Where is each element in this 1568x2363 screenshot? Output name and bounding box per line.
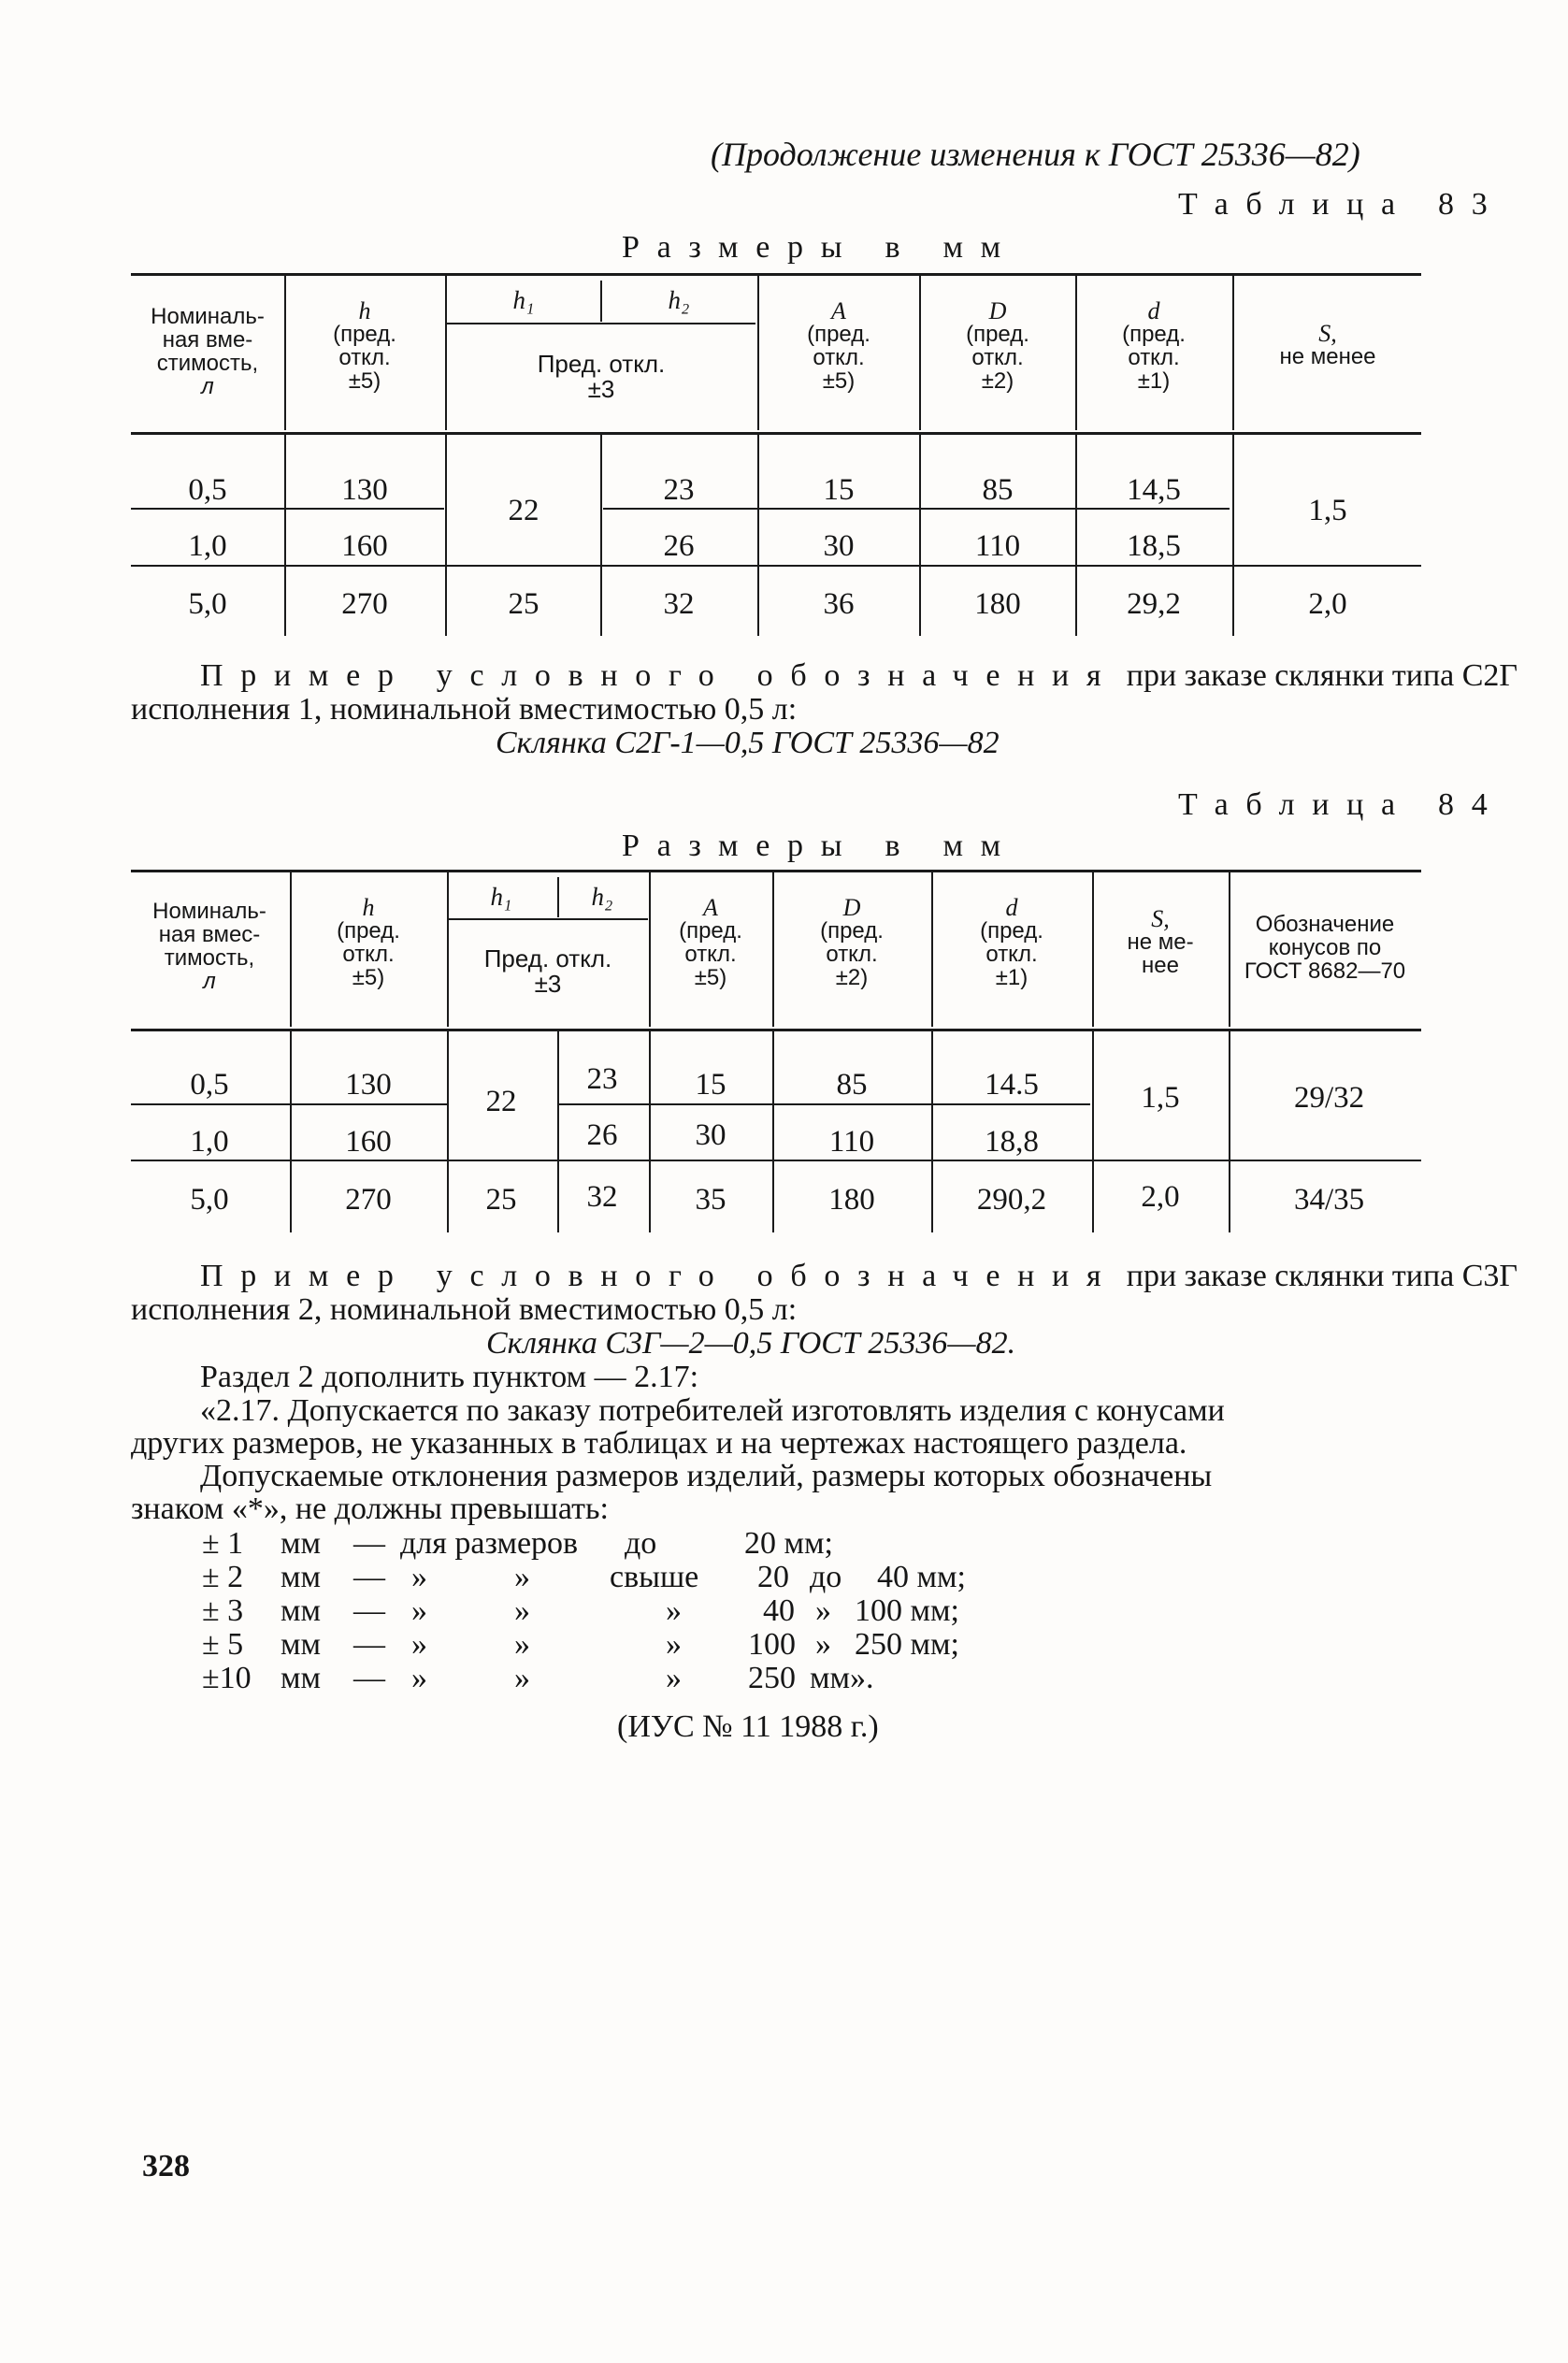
t84-head-cones: Обозначение конусов по ГОСТ 8682—70 xyxy=(1244,912,1406,984)
continuation-header: (Продолжение изменения к ГОСТ 25336—82) xyxy=(711,136,1360,173)
t83-head-h12-tol: Пред. откл. ±3 xyxy=(537,350,666,403)
table84-label: Таблица 84 xyxy=(1178,787,1505,822)
page-number: 328 xyxy=(142,2149,190,2183)
t84-r2-volume: 1,0 xyxy=(190,1125,229,1159)
table83-units: Размеры в мм xyxy=(622,230,1018,265)
t84-S-merged: 1,5 xyxy=(1141,1081,1180,1115)
t83-r3-S: 2,0 xyxy=(1308,587,1347,621)
table83-label: Таблица 83 xyxy=(1178,187,1505,222)
t84-head-h2: h₂ xyxy=(591,883,613,911)
t84-h1-merged: 22 xyxy=(485,1085,517,1118)
t83-head-h1: h₁ xyxy=(512,286,535,314)
t83-r1-d: 14,5 xyxy=(1127,473,1181,507)
example1-designation: Склянка С2Г-1—0,5 ГОСТ 25336—82 xyxy=(496,726,1000,760)
t83-r1-A: 15 xyxy=(823,473,855,507)
t83-head-d: d (пред. откл. ±1) xyxy=(1122,297,1186,394)
body-p2a: «2.17. Допускается по заказу потребителей изготовлять изделия с конусами xyxy=(200,1393,1225,1428)
t84-cones-merged: 29/32 xyxy=(1294,1081,1365,1115)
t83-S-merged: 1,5 xyxy=(1308,494,1347,527)
t84-r3-h1: 25 xyxy=(485,1183,517,1217)
body-p2b: других размеров, не указанных в таблицах и на чертежах настоящего раздела. xyxy=(131,1426,1187,1461)
t84-r2-d: 18,8 xyxy=(985,1125,1039,1159)
t84-head-D: D (пред. откл. ±2) xyxy=(820,894,884,990)
t83-r1-h2: 23 xyxy=(663,473,695,507)
t84-r1-D: 85 xyxy=(836,1068,868,1102)
t83-r3-d: 29,2 xyxy=(1127,587,1181,621)
t84-r1-A: 15 xyxy=(695,1068,726,1102)
table84-units: Размеры в мм xyxy=(622,828,1018,863)
t84-r3-volume: 5,0 xyxy=(190,1183,229,1217)
t83-r3-h: 270 xyxy=(341,587,388,621)
t83-h1-merged: 22 xyxy=(508,494,539,527)
t84-r3-S: 2,0 xyxy=(1141,1180,1180,1214)
t84-head-A: A (пред. откл. ±5) xyxy=(679,894,742,990)
t84-r2-h: 160 xyxy=(345,1125,392,1159)
t84-r1-volume: 0,5 xyxy=(190,1068,229,1102)
t84-r3-A: 35 xyxy=(695,1183,726,1217)
example1-line2: исполнения 1, номинальной вместимостью 0,5 л: xyxy=(131,692,798,727)
t84-r3-D: 180 xyxy=(828,1183,875,1217)
t83-r3-A: 36 xyxy=(823,587,855,621)
t84-head-h12-tol: Пред. откл. ±3 xyxy=(483,944,612,998)
t83-head-h: h (пред. откл. ±5) xyxy=(333,297,396,394)
t83-head-S: S, не менее xyxy=(1279,320,1376,369)
t83-r3-D: 180 xyxy=(974,587,1021,621)
t83-head-A: A (пред. откл. ±5) xyxy=(807,297,870,394)
t84-r2-D: 110 xyxy=(828,1125,875,1159)
t83-r2-h2: 26 xyxy=(663,529,695,563)
t83-r3-h2: 32 xyxy=(663,587,695,621)
example2-line2: исполнения 2, номинальной вместимостью 0,5 л: xyxy=(131,1292,798,1327)
t84-r3-cones: 34/35 xyxy=(1294,1183,1365,1217)
body-p3b: знаком «*», не должны превышать: xyxy=(131,1491,609,1526)
example2-designation: Склянка С3Г—2—0,5 ГОСТ 25336—82. xyxy=(486,1326,1016,1361)
body-p3a: Допускаемые отклонения размеров изделий, размеры которых обозначены xyxy=(200,1459,1213,1493)
t84-head-d: d (пред. откл. ±1) xyxy=(980,894,1043,990)
body-p1: Раздел 2 дополнить пунктом — 2.17: xyxy=(200,1360,699,1394)
t83-head-h2: h₂ xyxy=(668,286,690,314)
t84-r2-A: 30 xyxy=(695,1118,726,1152)
t83-r1-volume: 0,5 xyxy=(188,473,227,507)
example1-line1: Пример условного обозначения при заказе склянки типа С2Г xyxy=(200,658,1518,693)
t83-head-D: D (пред. откл. ±2) xyxy=(966,297,1029,394)
t83-r3-volume: 5,0 xyxy=(188,587,227,621)
t83-head-volume: Номиналь- ная вме- стимость, л xyxy=(151,304,265,399)
t83-r2-D: 110 xyxy=(974,529,1021,563)
t84-head-h1: h₁ xyxy=(490,883,512,911)
t84-r3-d: 290,2 xyxy=(976,1183,1047,1217)
t83-r2-volume: 1,0 xyxy=(188,529,227,563)
t84-r1-d: 14.5 xyxy=(985,1068,1039,1102)
t84-r3-h2: 32 xyxy=(586,1180,618,1214)
t83-r3-h1: 25 xyxy=(508,587,539,621)
source-note: (ИУС № 11 1988 г.) xyxy=(617,1709,879,1744)
t83-r2-d: 18,5 xyxy=(1127,529,1181,563)
t84-r1-h: 130 xyxy=(345,1068,392,1102)
t84-r2-h2: 26 xyxy=(586,1118,618,1152)
t83-r2-A: 30 xyxy=(823,529,855,563)
t84-head-h: h (пред. откл. ±5) xyxy=(337,894,400,990)
t84-r3-h: 270 xyxy=(345,1183,392,1217)
t83-r1-D: 85 xyxy=(982,473,1014,507)
example2-line1: Пример условного обозначения при заказе склянки типа С3Г xyxy=(200,1259,1518,1293)
t84-head-volume: Номиналь- ная вмес- тимость, л xyxy=(152,899,266,994)
t84-head-S: S, не ме- нее xyxy=(1127,905,1194,978)
t83-r1-h: 130 xyxy=(341,473,388,507)
t84-r1-h2: 23 xyxy=(586,1062,618,1096)
t83-r2-h: 160 xyxy=(341,529,388,563)
